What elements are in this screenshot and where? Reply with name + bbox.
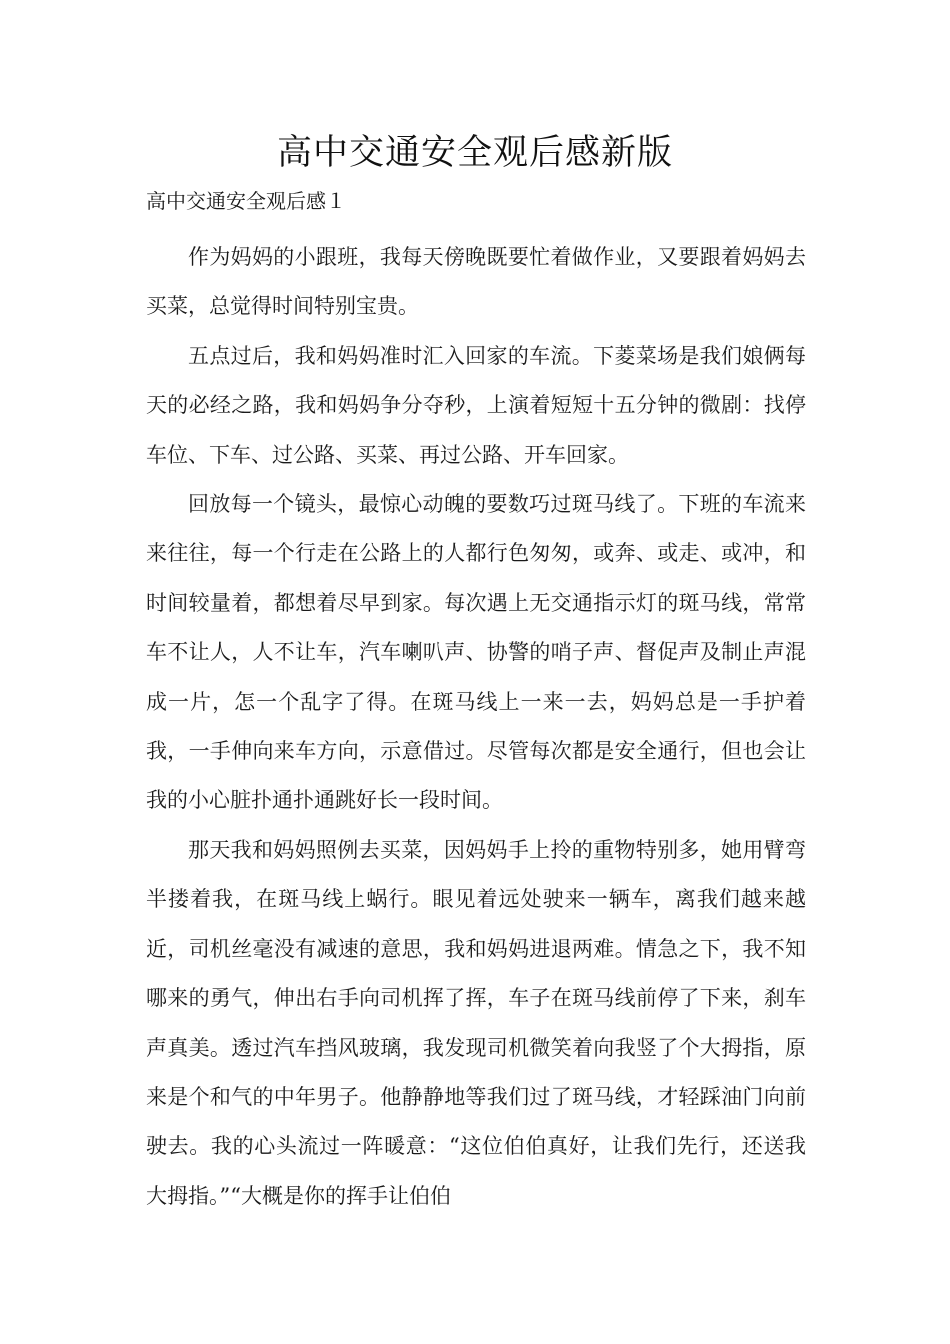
document-title: 高中交通安全观后感新版 [276, 133, 673, 173]
paragraph-1: 作为妈妈的小跟班，我每天傍晚既要忙着做作业，又要跟着妈妈去买菜，总觉得时间特别宝贵。 [146, 245, 806, 319]
paragraph-2: 五点过后，我和妈妈准时汇入回家的车流。下菱菜场是我们娘俩每天的必经之路，我和妈妈争分夺秒，上演着短短十五分钟的微剧：找停车位、下车、过公路、买菜、再过公路、开车回家。 [146, 343, 806, 467]
paragraph-4: 那天我和妈妈照例去买菜，因妈妈手上拎的重物特别多，她用臂弯半搂着我，在斑马线上蜗行。眼见着远处驶来一辆车，离我们越来越近，司机丝毫没有减速的意思，我和妈妈进退两难。情急之下，我不知哪来的勇气，伸出右手向司机挥了挥，车子在斑马线前停了下来，刹车声真美。透过汽车挡风玻璃，我发现司机微笑着向我竖了个大拇指，原来是个和气的中年男子。他静静地等我们过了斑马线，才轻踩油门向前驶去。我的心头流过一阵暖意：“这位伯伯真好，让我们先行，还送我大拇指。”“大概是你的挥手让伯伯 [146, 837, 806, 1208]
document-body [146, 233, 806, 1221]
paragraph-3: 回放每一个镜头，最惊心动魄的要数巧过斑马线了。下班的车流来来往往，每一个行走在公路上的人都行色匆匆，或奔、或走、或冲，和时间较量着，都想着尽早到家。每次遇上无交通指示灯的斑马线，常常车不让人，人不让车，汽车喇叭声、协警的哨子声、督促声及制止声混成一片，怎一个乱字了得。在斑马线上一来一去，妈妈总是一手护着我，一手伸向来车方向，示意借过。尽管每次都是安全通行，但也会让我的小心脏扑通扑通跳好长一段时间。 [146, 492, 806, 813]
document-subtitle: 高中交通安全观后感１ [146, 189, 346, 213]
